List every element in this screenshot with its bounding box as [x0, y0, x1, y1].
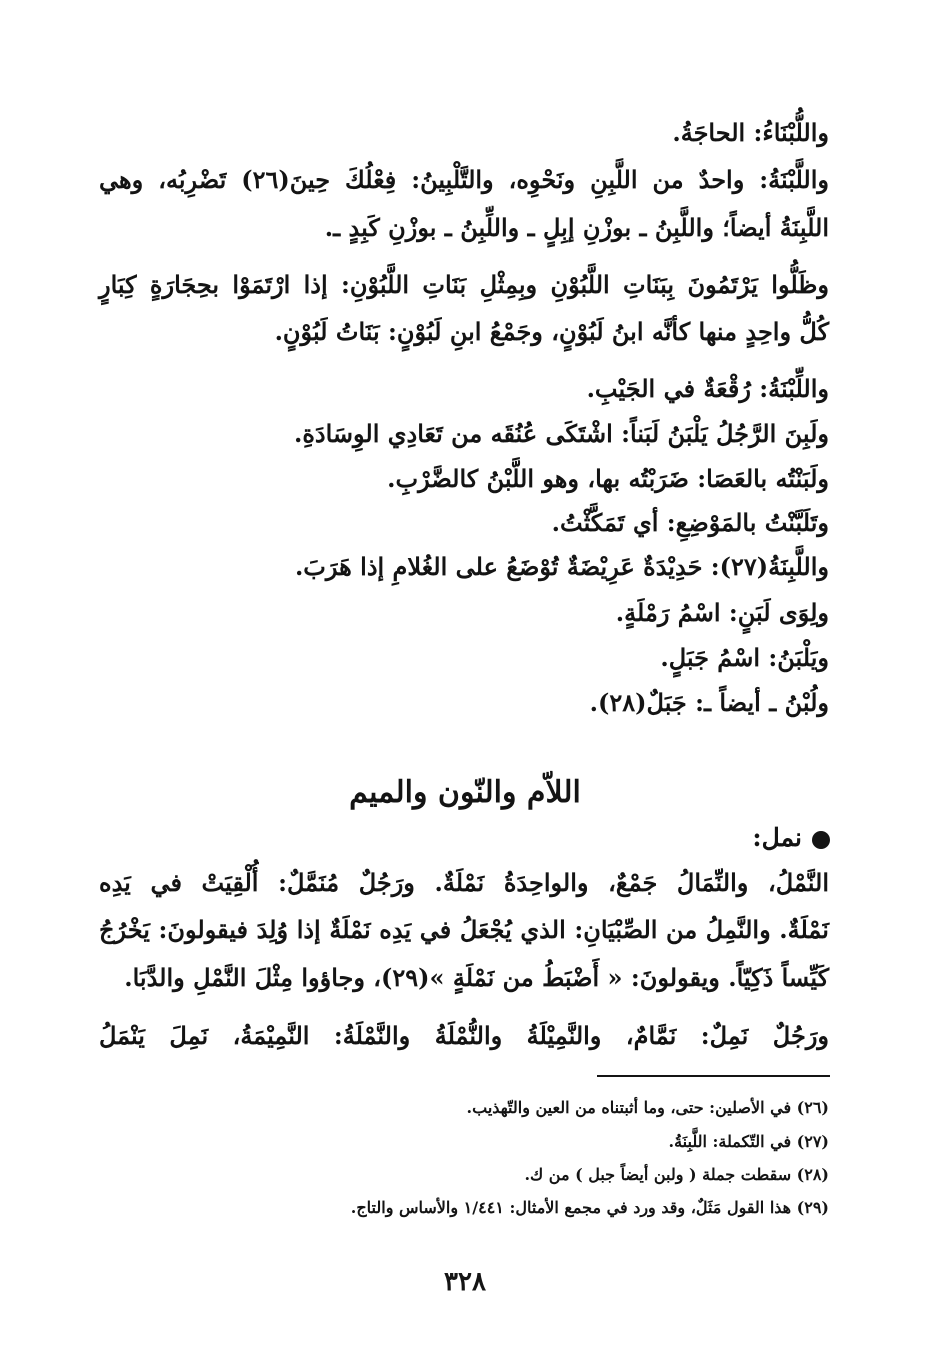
- text-line: ورَجُلٌ نَمِلٌ: نَمَّامٌ، والنَّمِيْلَةُ والنُّمْلَةُ والنَّمْلَةُ: النَّمِيْمَةُ، نَمِلَ يَنْمَلُ: [99, 1021, 829, 1050]
- text-line: ولَبِنَ الرَّجُلُ يَلْبَنُ لَبَناً: اشْتَكَى عُنُقَه من تَعَادِي الوِسَادَةِ.: [293, 419, 829, 448]
- footnote: (٢٦) في الأصلين: حتى، وما أثبتناه من العين والتّهذيب.: [466, 1098, 829, 1117]
- text-line: واللَّبِنَةُ(٢٧): حَدِيْدَةٌ عَرِيْضَةٌ تُوْضَعُ على الغُلامِ إذا هَرَبَ.: [294, 552, 829, 581]
- bullet-icon: [812, 831, 830, 849]
- text-line: واللِّبْنَةُ: رُقْعَةٌ في الجَيْبِ.: [586, 374, 829, 403]
- entry-heading-label: نمل:: [752, 823, 802, 852]
- text-line: نَمْلَةٌ. والنَّمِلُ من الصِّبْيَانِ: الذي يُجْعَلُ في يَدِه نَمْلَةٌ إذا وُلِدَ فيقولونَ: يَخْرُجُ: [99, 915, 829, 944]
- text-line: النَّمْلُ، والنِّمَالُ جَمْعٌ، والواحِدَةُ نَمْلَةٌ. ورَجُلٌ مُنَمَّلٌ: أُلْقِيَتْ في يَدِه: [99, 868, 829, 897]
- text-line: واللَّبْنَةُ: واحدٌ من اللَّبِنِ ونَحْوِه، والتَّلْبِينُ: فِعْلُكَ حِينَ(٢٦) تَضْرِبُه، وهي: [99, 165, 829, 194]
- text-line: كُلُّ واحِدٍ منها كأنَّه ابنُ لَبُوْنٍ، وجَمْعُ ابنِ لَبُوْنٍ: بَنَاتُ لَبُوْنٍ.: [274, 317, 829, 346]
- footnote: (٢٧) في التّكملة: اللَّبِنَةُ.: [668, 1132, 829, 1151]
- footnote: (٢٩) هذا القول مَثَلٌ، وقد ورد في مجمع الأمثال: ١/٤٤١ والأساس والتاج.: [350, 1198, 829, 1217]
- text-line: وتَلَبَّنْتُ بالمَوْضِعِ: أي تَمَكَّثْتُ.: [551, 508, 829, 537]
- section-heading: اللاّم والنّون والميم: [349, 775, 581, 810]
- text-line: ويَلْبَنُ: اسْمُ جَبَلٍ.: [660, 643, 829, 672]
- text-line: واللُّبْنَاءُ: الحاجَةُ.: [672, 118, 829, 147]
- footnote: (٢٨) سقطت جملة ( ولبن أيضاً جبل ) من ك.: [524, 1165, 829, 1184]
- text-line: ولُبْنُ ـ أيضاً ـ: جَبَلٌ(٢٨).: [589, 688, 829, 717]
- text-line: اللَّبِنَةُ أيضاً؛ واللَّبِنُ ـ بوزْنِ إبِلٍ ـ واللِّبِنُ ـ بوزْنِ كَبِدٍ ـ.: [324, 213, 829, 242]
- page-number: ٣٢٨: [444, 1267, 486, 1297]
- text-line: ولِوَى لَبَنٍ: اسْمُ رَمْلَةٍ.: [615, 598, 829, 627]
- entry-heading: [752, 821, 830, 855]
- text-line: وظَلُّوا يَرْتَمُونَ بِبَنَاتِ اللَّبُوْنِ وبِمِثْلِ بَنَاتِ اللَّبُوْنِ: إذا ارْتَمَوْا بحِجَارَةٍ كِبَارٍ: [99, 270, 829, 299]
- text-line: ولَبَنْتُه بالعَصَا: ضَرَبْتُه بها، وهو اللَّبْنُ كالضَّرْبِ.: [387, 464, 829, 493]
- footnote-separator: [597, 1075, 830, 1077]
- text-line: كَيِّساً ذَكِيّاً. ويقولونَ: « أَضْبَطُ من نَمْلَةٍ »(٢٩)، وجاؤوا مِثْلَ النَّمْلِ والدَّبَا.: [124, 963, 829, 992]
